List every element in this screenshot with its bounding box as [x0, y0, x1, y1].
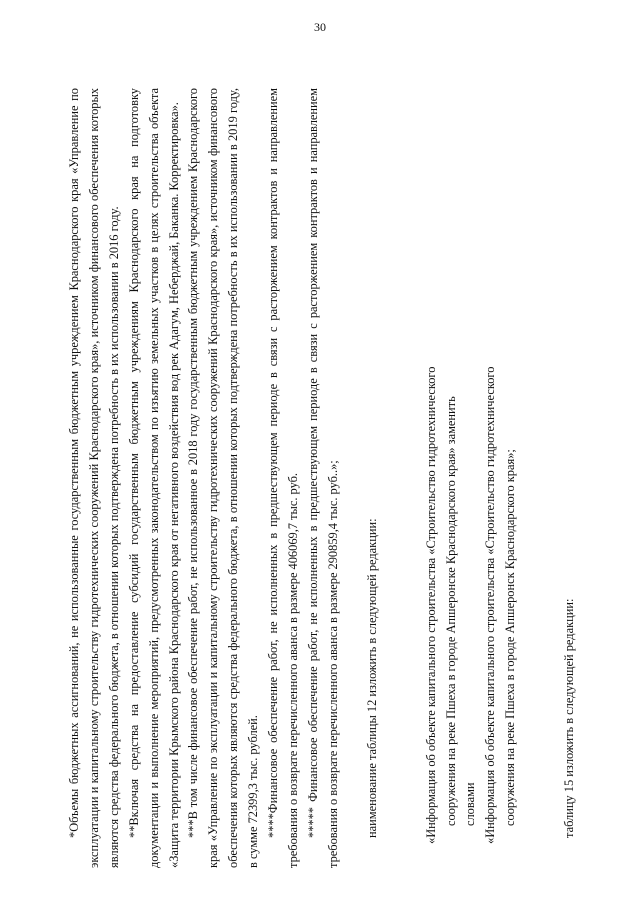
footnote-1: *Объемы бюджетных ассигнований, не использованные государственным бюджетным учреждением Краснодарского края «Управление по эксплуатации и капитальному строительству гидротехнических сооружений Краснодарского края», источником финансового обеспечения которых являются средства федерального бюджета, в отношении которых подтверждена потребность в их использовании в 2016 году.: [67, 88, 121, 868]
quote-new-line-2: сооружения на реке Пшеха в городе Апшеронск Краснодарского края»;: [503, 449, 518, 826]
footnote-2: **Включая средства на предоставление субсидий государственным бюджетным учреждениям Краснодарского края на подготовку документации и выполнение мероприятий, предусмотренных законодательством по изъятию земельных участков в целях строительства объекта «Защита территории Крымского района Краснодарского края от негативного воздействия вод рек Адагум, Неберджай, Баканка. Корректировка».: [126, 88, 181, 868]
quote-old-line-1: «Информация об объекте капитального строительства «Строительство гидротехнического: [423, 366, 438, 844]
footnote-5: ***** Финансовое обеспечение работ, не исполненных в предшествующем периоде в связи с расторжением контрактов и направлением требования о возврате перечисленного аванса в размере 290859,4 тыс. руб..»;: [305, 88, 340, 868]
page-number: 30: [314, 20, 326, 34]
table15-instruction: таблицу 15 изложить в следующей редакции:: [562, 598, 577, 838]
table12-quote: [422, 88, 522, 868]
footnote-3: ***В том числе финансовое обеспечение работ, не использованное в 2018 году государственным бюджетным учреждением Краснодарского края «Управление по эксплуатации и капитальному строительству гидротехнических сооружений Краснодарского края», источником финансового обеспечения которых являются средства федерального бюджета, в отношении которых подтверждена потребность в их использовании в 2019 году, в сумме 72399,3 тыс. рублей.: [186, 88, 261, 868]
quote-old-line-2: сооружения на реке Пшеха в городе Апшеронске Краснодарского края» заменить словами: [443, 396, 478, 826]
quote-new-line-1: «Информация об объекте капитального строительства «Строительство гидротехнического: [483, 366, 498, 844]
table12-instruction: наименование таблицы 12 изложить в следующей редакции:: [364, 518, 379, 838]
footnote-4: ****Финансовое обеспечение работ, не исполненных в предшествующем периоде в связи с расторжением контрактов и направлением требования о возврате перечисленного аванса в размере 406069,7 тыс. руб.: [266, 88, 300, 868]
rotated-text-block: [65, 88, 575, 868]
